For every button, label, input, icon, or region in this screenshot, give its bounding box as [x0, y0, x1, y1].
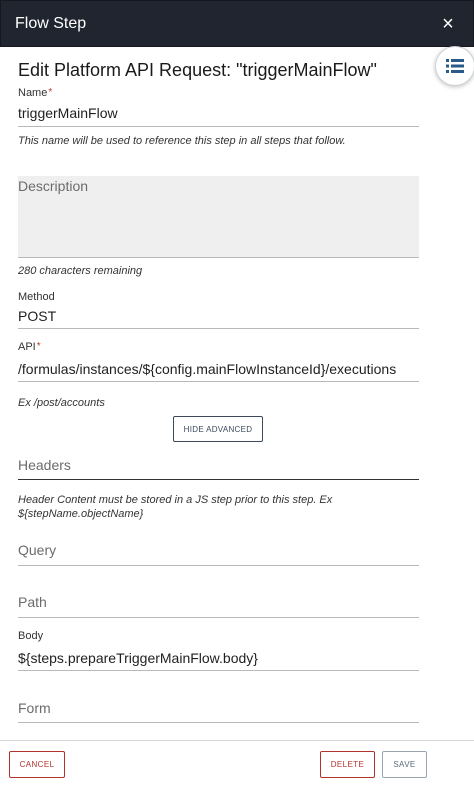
form-underline [18, 722, 419, 723]
path-underline [18, 617, 419, 618]
required-marker: * [48, 87, 53, 98]
api-underline [18, 381, 419, 382]
form-field[interactable]: Form [18, 700, 51, 716]
footer-divider [0, 740, 474, 741]
api-label: API* [18, 341, 41, 353]
method-underline [18, 328, 419, 329]
hide-advanced-button[interactable]: HIDE ADVANCED [173, 416, 263, 442]
page-title: Edit Platform API Request: "triggerMainFlow" [18, 60, 377, 80]
save-button[interactable]: SAVE [382, 751, 427, 778]
list-view-button[interactable] [435, 46, 474, 86]
required-marker: * [36, 341, 41, 352]
list-icon [446, 59, 464, 73]
query-underline [18, 565, 419, 566]
api-field[interactable]: /formulas/instances/${config.mainFlowInstanceId}/executions [18, 361, 397, 377]
name-field-underline [18, 126, 419, 127]
dialog-header [0, 0, 474, 47]
query-field[interactable]: Query [18, 542, 57, 558]
headers-hint: Header Content must be stored in a JS step prior to this step. Ex ${stepName.objectName} [18, 494, 333, 520]
description-textarea[interactable] [18, 176, 419, 258]
description-placeholder: Description [18, 178, 89, 194]
path-field[interactable]: Path [18, 594, 47, 610]
body-field[interactable]: ${steps.prepareTriggerMainFlow.body} [18, 650, 258, 666]
method-select[interactable]: POST [18, 308, 57, 324]
method-label: Method [18, 291, 55, 303]
name-hint: This name will be used to reference this step in all steps that follow. [18, 135, 346, 147]
close-icon[interactable]: × [442, 12, 454, 35]
name-label: Name* [18, 87, 53, 99]
headers-underline [18, 479, 419, 480]
cancel-button[interactable]: CANCEL [9, 751, 65, 778]
body-label: Body [18, 630, 44, 642]
name-field[interactable]: triggerMainFlow [18, 105, 118, 121]
body-underline [18, 670, 419, 671]
headers-field[interactable]: Headers [18, 457, 71, 473]
description-char-count: 280 characters remaining [18, 265, 143, 277]
dialog-title: Flow Step [15, 14, 87, 32]
api-hint: Ex /post/accounts [18, 397, 105, 409]
delete-button[interactable]: DELETE [320, 751, 375, 778]
